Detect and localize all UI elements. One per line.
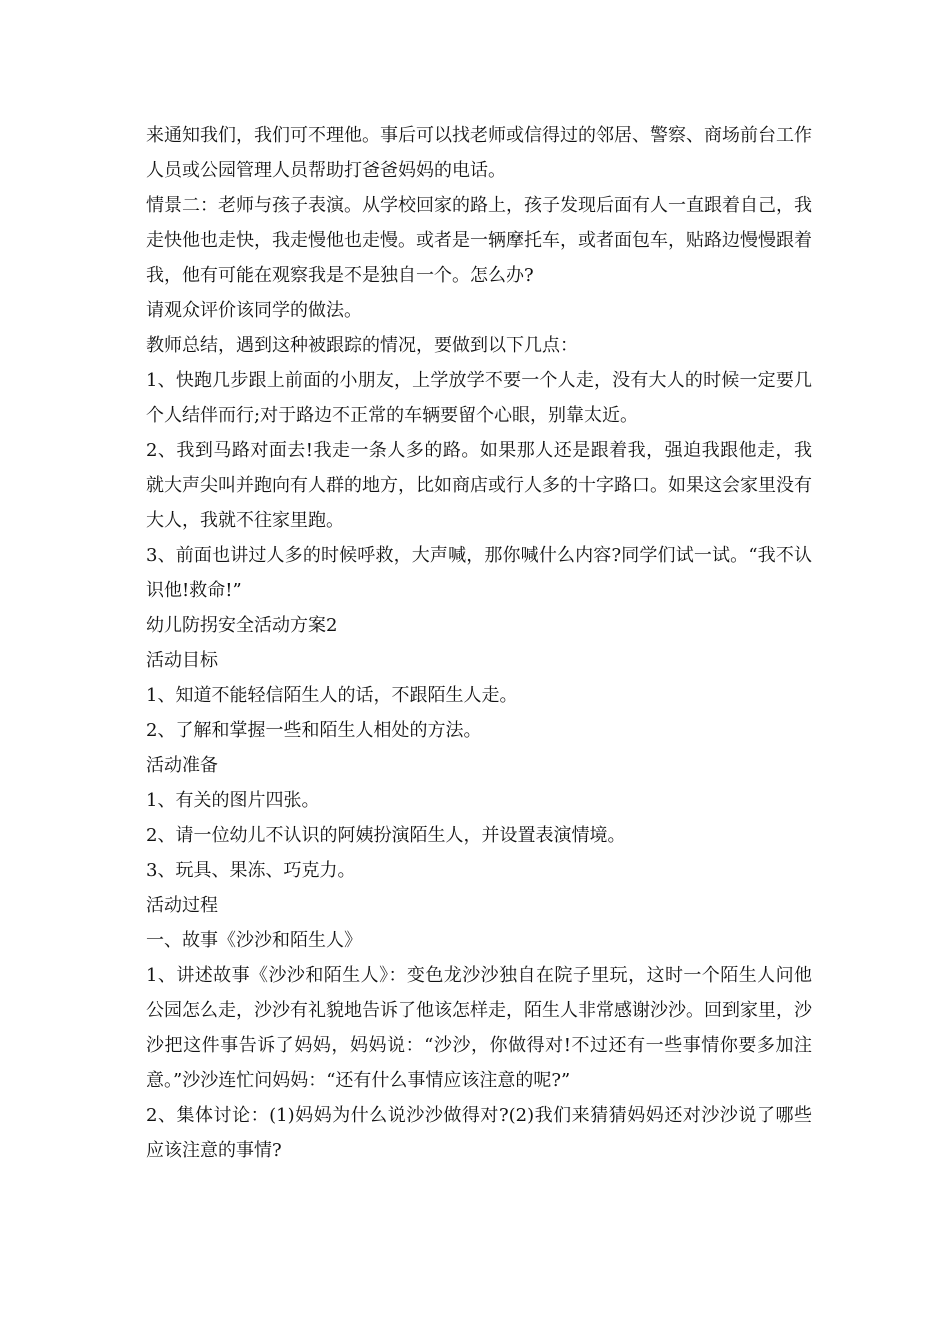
section-title-plan-2: 幼儿防拐安全活动方案2	[146, 615, 338, 636]
process-step-story: 一、故事《沙沙和陌生人》	[146, 930, 362, 951]
document-page	[146, 118, 812, 1168]
preparation-item-2: 2、请一位幼儿不认识的阿姨扮演陌生人，并设置表演情境。	[146, 825, 626, 846]
goal-item-2: 2、了解和掌握一些和陌生人相处的方法。	[146, 720, 482, 741]
paragraph-teacher-summary: 教师总结，遇到这种被跟踪的情况，要做到以下几点：	[146, 335, 578, 356]
preparation-item-3: 3、玩具、果冻、巧克力。	[146, 860, 356, 881]
process-item-2: 2、集体讨论：(1)妈妈为什么说沙沙做得对?(2)我们来猜猜妈妈还对沙沙说了哪些应该注意的事情?	[146, 1105, 812, 1161]
heading-activity-goals: 活动目标	[146, 650, 218, 671]
paragraph-point-1: 1、快跑几步跟上前面的小朋友，上学放学不要一个人走，没有大人的时候一定要几个人结伴而行;对于路边不正常的车辆要留个心眼，别靠太近。	[146, 370, 812, 426]
paragraph-continued-advice: 来通知我们，我们可不理他。事后可以找老师或信得过的邻居、警察、商场前台工作人员或公园管理人员帮助打爸爸妈妈的电话。	[146, 125, 812, 181]
preparation-item-1: 1、有关的图片四张。	[146, 790, 320, 811]
paragraph-audience-evaluate: 请观众评价该同学的做法。	[146, 300, 362, 321]
paragraph-point-3: 3、前面也讲过人多的时候呼救，大声喊，那你喊什么内容?同学们试一试。“我不认识他!救命!”	[146, 545, 812, 601]
paragraph-point-2: 2、我到马路对面去!我走一条人多的路。如果那人还是跟着我，强迫我跟他走，我就大声尖叫并跑向有人群的地方，比如商店或行人多的十字路口。如果这会家里没有大人，我就不往家里跑。	[146, 440, 812, 531]
paragraph-scenario-two: 情景二：老师与孩子表演。从学校回家的路上，孩子发现后面有人一直跟着自己，我走快他也走快，我走慢他也走慢。或者是一辆摩托车，或者面包车，贴路边慢慢跟着我，他有可能在观察我是不是独自一个。怎么办?	[146, 195, 812, 286]
process-item-1: 1、讲述故事《沙沙和陌生人》：变色龙沙沙独自在院子里玩，这时一个陌生人问他公园怎么走，沙沙有礼貌地告诉了他该怎样走，陌生人非常感谢沙沙。回到家里，沙沙把这件事告诉了妈妈，妈妈说：“沙沙，你做得对!不过还有一些事情你要多加注意。”沙沙连忙问妈妈：“还有什么事情应该注意的呢?”	[146, 965, 812, 1091]
goal-item-1: 1、知道不能轻信陌生人的话，不跟陌生人走。	[146, 685, 518, 706]
heading-activity-process: 活动过程	[146, 895, 218, 916]
heading-activity-preparation: 活动准备	[146, 755, 218, 776]
